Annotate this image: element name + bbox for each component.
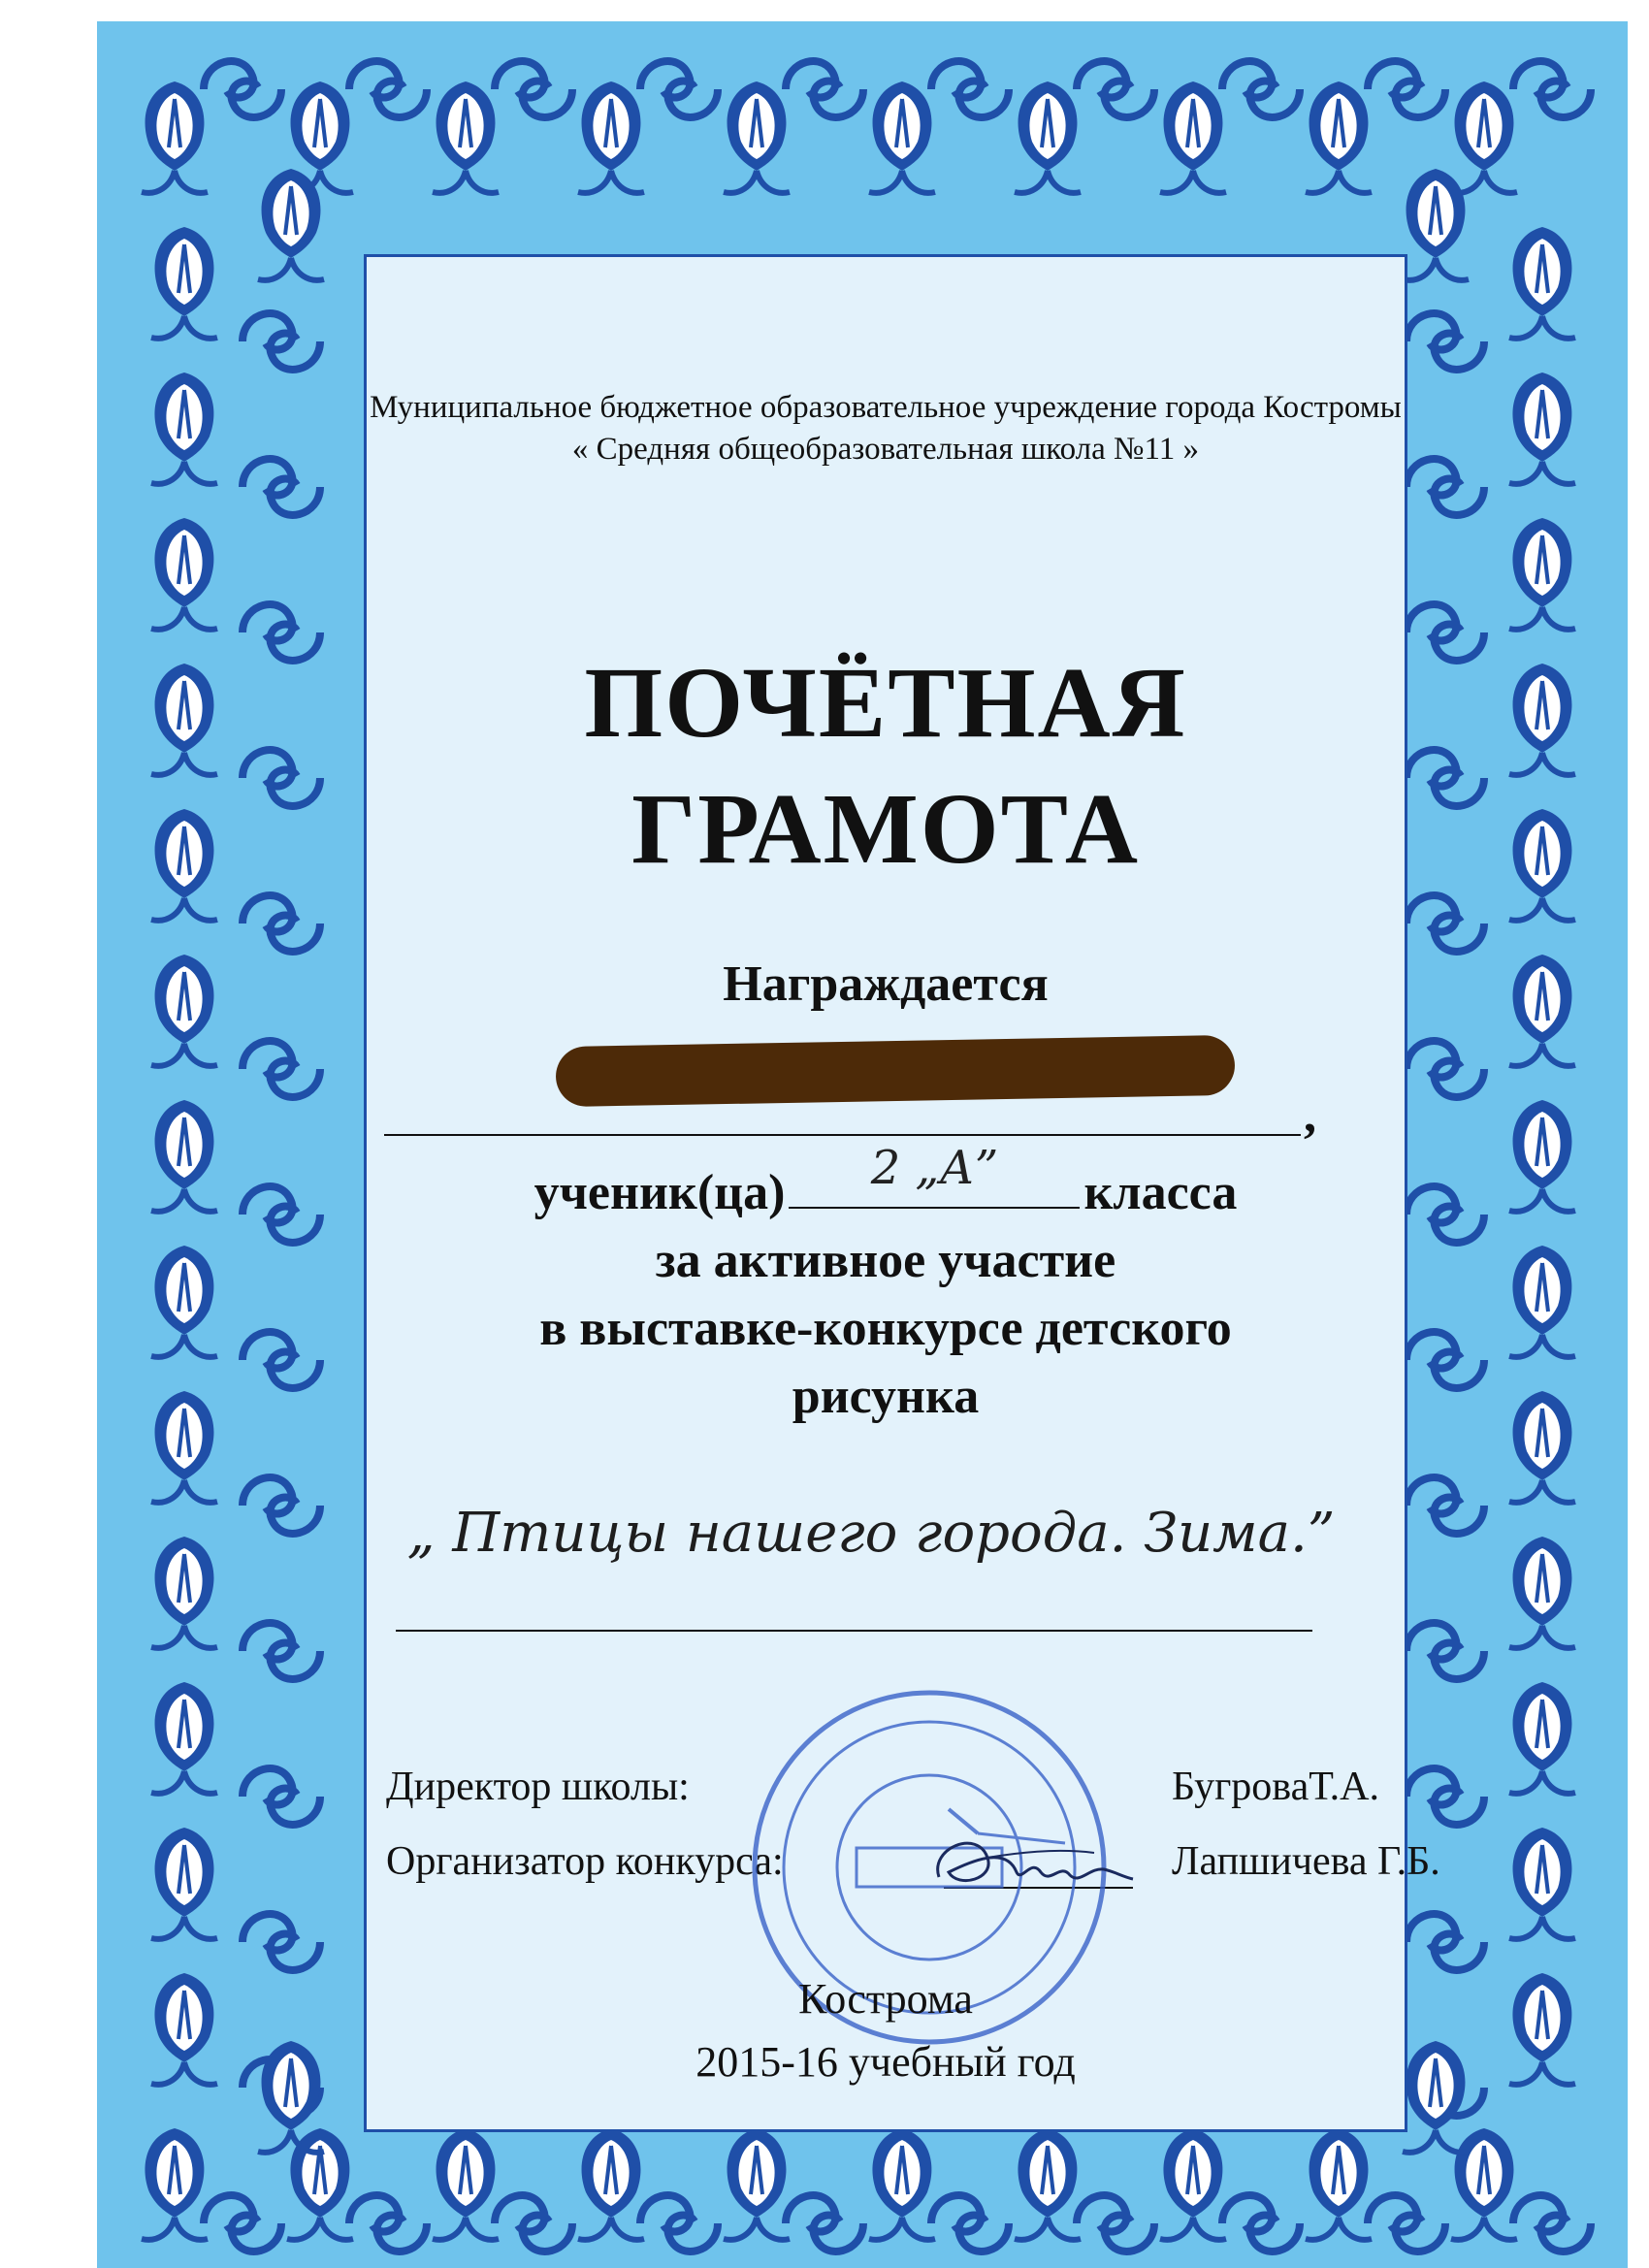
school-year: 2015-16 учебный год <box>695 2038 1076 2086</box>
theme-underline <box>396 1630 1312 1632</box>
certificate-sheet <box>97 21 1628 2268</box>
recipient-name-line <box>384 1134 1301 1136</box>
reason-line-2: в выставке-конкурсе детского <box>539 1301 1232 1356</box>
class-label: класса <box>1083 1165 1238 1220</box>
reason-line-1: за активное участие <box>655 1233 1116 1288</box>
title-line-2: ГРАМОТА <box>631 773 1140 885</box>
contest-theme-handwritten: „ Птицы нашего города. Зима.” <box>406 1502 1336 1565</box>
organizer-signature <box>920 1819 1143 1906</box>
director-label: Директор школы: <box>386 1765 690 1809</box>
reason-line-3: рисунка <box>792 1369 980 1424</box>
class-handwritten: 2 „А” <box>870 1141 999 1195</box>
class-row <box>367 1141 1405 1221</box>
redacted-recipient-name <box>556 1035 1236 1107</box>
student-label: ученик(ца) <box>534 1165 786 1220</box>
certificate-content-panel <box>364 254 1440 2132</box>
class-blank <box>789 1141 1080 1209</box>
name-comma: , <box>1304 1087 1316 1143</box>
institution-name: Муниципальное бюджетное образовательное учреждение города Костромы <box>370 390 1402 425</box>
title-line-1: ПОЧЁТНАЯ <box>584 647 1187 759</box>
organizer-label: Организатор конкурса: <box>386 1839 784 1884</box>
organizer-name: Лапшичева Г.Б. <box>1172 1839 1440 1884</box>
city: Кострома <box>798 1975 973 2023</box>
awarded-heading: Награждается <box>723 956 1049 1012</box>
director-name: БугроваТ.А. <box>1172 1765 1379 1809</box>
school-name: « Средняя общеобразовательная школа №11 » <box>571 432 1200 467</box>
